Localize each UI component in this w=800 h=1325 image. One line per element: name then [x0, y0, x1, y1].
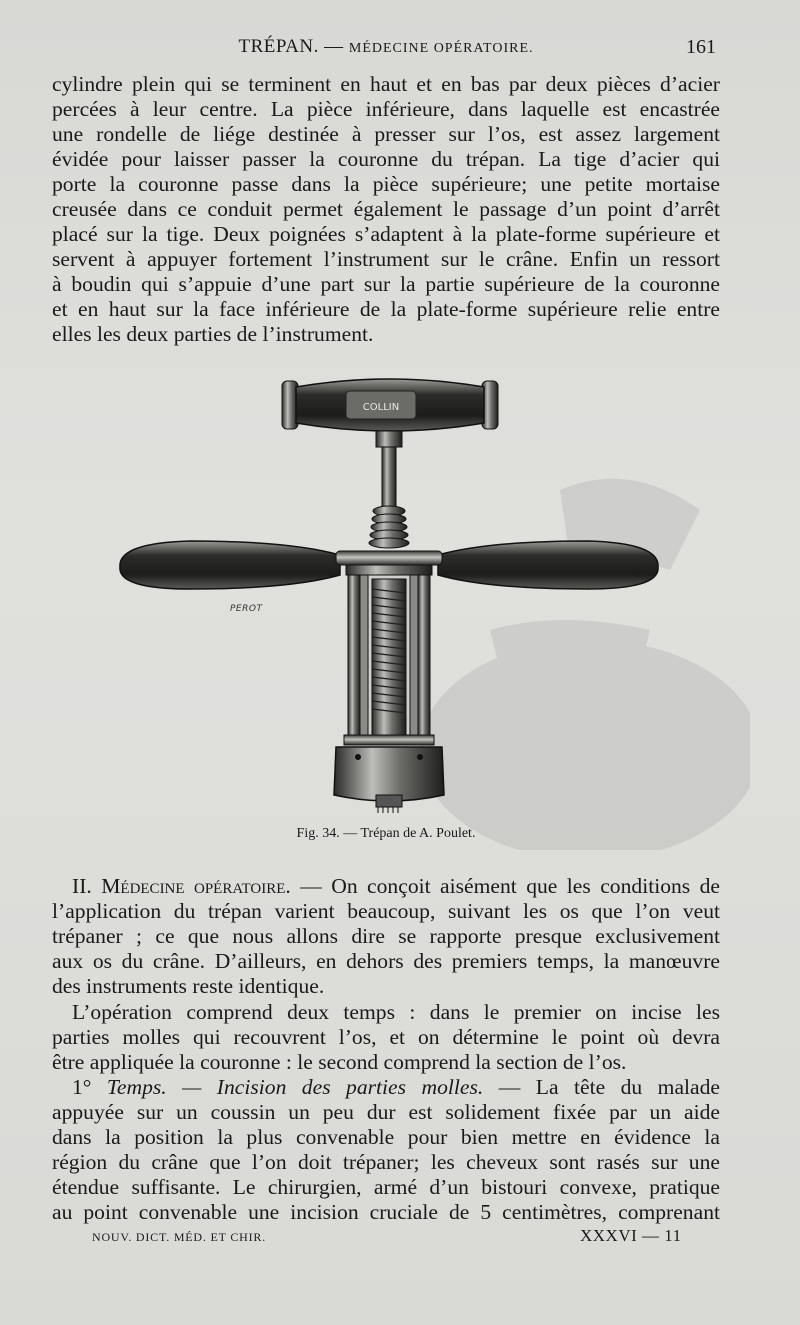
text-line: aux os du crâne. D’ailleurs, en dehors des premiers temps, la manœuvre — [52, 949, 720, 973]
text-line: appuyée sur un coussin un peu dur est solidement fixée par un aide — [52, 1100, 720, 1124]
text-line: étendue suffisante. Le chirurgien, armé d’un bistouri convexe, pratique — [52, 1175, 720, 1199]
running-head-title: TRÉPAN. — [238, 36, 319, 57]
section-heading: II. Médecine opératoire. — [72, 874, 291, 898]
engraver-signature: PEROT — [230, 604, 263, 614]
text-line: être appliquée la couronne : le second comprend la section de l’os. — [52, 1050, 627, 1074]
text-line: cylindre plein qui se terminent en haut et en bas par deux pièces d’acier — [52, 72, 720, 96]
page-number: 161 — [686, 36, 716, 58]
lower-crown-housing — [334, 735, 444, 813]
footer-publication-title: NOUV. DICT. MÉD. ET CHIR. — [92, 1230, 267, 1244]
running-head-section: MÉDECINE OPÉRATOIRE. — [348, 41, 534, 56]
footer-signature-mark: XXXVI — 11 — [580, 1226, 682, 1245]
text-line: trépaner ; ce que nous allons dire se rapporte presque exclusivement — [52, 924, 720, 948]
text-line: l’application du trépan varient beaucoup, suivant les os que l’on veut — [52, 899, 720, 923]
paragraph-premier-temps — [52, 1075, 720, 1225]
upper-spring — [369, 506, 409, 548]
handle-stamp-text: COLLIN — [362, 402, 400, 413]
text-line: creusée dans ce conduit permet également le passage d’un point d’arrêt — [52, 197, 720, 221]
step-title: Temps. — Incision des parties molles. — [106, 1075, 484, 1099]
paragraph-deux-temps — [52, 1000, 720, 1075]
text-line: parties molles qui recouvrent l’os, et on détermine le point où devra — [52, 1025, 720, 1049]
text-line: L’opération comprend deux temps : dans le premier on incise les — [72, 1000, 720, 1024]
figure-caption: Fig. 34. — Trépan de A. Poulet. — [296, 826, 476, 841]
text-line: servent à appuyer fortement l’instrument sur le crâne. Enfin un ressort — [52, 247, 720, 271]
paragraph-medecine-operatoire — [52, 874, 720, 999]
text-line: et en haut sur la face inférieure de la plate-forme supérieure relie entre — [52, 297, 720, 321]
running-header — [52, 36, 720, 66]
page-footer — [52, 1226, 720, 1250]
left-side-handle — [120, 541, 340, 589]
guard-cage — [348, 575, 430, 745]
running-head — [52, 36, 720, 58]
text-line: placé sur la tige. Deux poignées s’adaptent à la plate-forme supérieure et — [52, 222, 720, 246]
text-line: des instruments reste identique. — [52, 974, 325, 998]
text-line: à boudin qui s’appuie d’une part sur la partie supérieure de la couronne — [52, 272, 720, 296]
right-side-handle — [438, 541, 658, 589]
text-line: porte la couronne passe dans la pièce supérieure; une petite mortaise — [52, 172, 720, 196]
text-line: elles les deux parties de l’instrument. — [52, 322, 374, 346]
text-line — [52, 1075, 720, 1100]
trepan-illustration — [110, 375, 670, 815]
text-fragment: — La tête du malade — [498, 1075, 720, 1099]
text-line: percées à leur centre. La pièce inférieure, dans laquelle est encastrée — [52, 97, 720, 121]
top-handle — [282, 379, 498, 431]
running-head-dash: — — [318, 36, 349, 57]
text-line: région du crâne que l’on doit trépaner; les cheveux sont rasés sur une — [52, 1150, 720, 1174]
text-line: une rondelle de liége destinée à presser sur l’os, est assez largement — [52, 122, 720, 146]
text-fragment: — On conçoit aisément que les conditions de — [300, 874, 720, 898]
step-number: 1° — [72, 1075, 92, 1099]
text-line: au point convenable une incision cruciale de 5 centimètres, comprenant — [52, 1200, 720, 1224]
text-line — [52, 874, 720, 899]
text-line: dans la position la plus convenable pour bien mettre en évidence la — [52, 1125, 720, 1149]
text-line: évidée pour laisser passer la couronne du trépan. La tige d’acier qui — [52, 147, 720, 171]
paragraph-instrument-description — [52, 72, 720, 347]
